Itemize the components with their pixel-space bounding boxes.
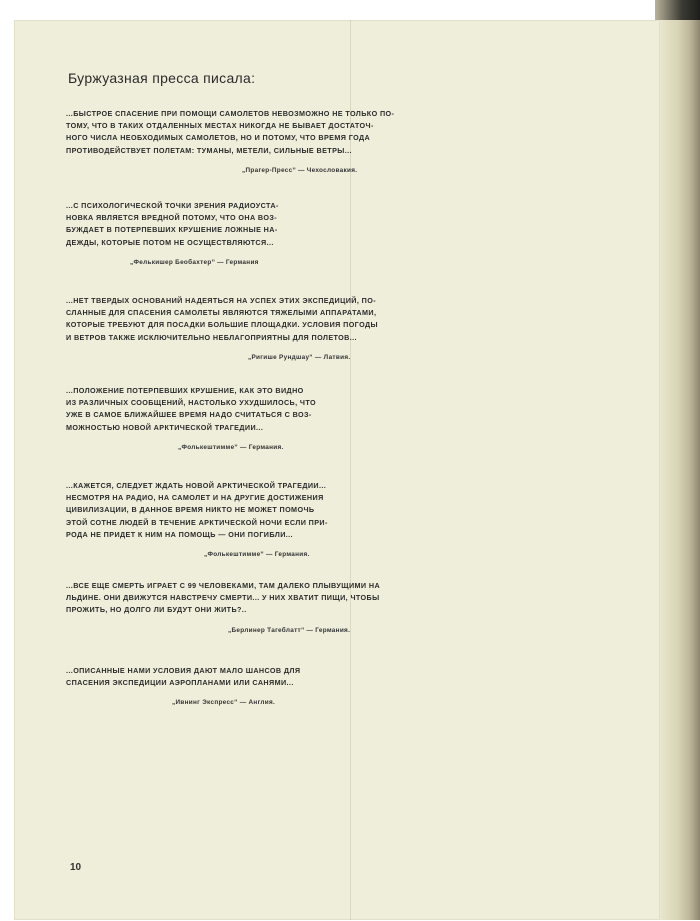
quote-line: НОВКА ЯВЛЯЕТСЯ ВРЕДНОЙ ПОТОМУ, ЧТО ОНА ВОЗ- — [66, 213, 278, 223]
book-binding — [660, 20, 700, 920]
page-number: 10 — [70, 862, 82, 873]
quote-line: ...ПОЛОЖЕНИЕ ПОТЕРПЕВШИХ КРУШЕНИЕ, КАК ЭТО ВИДНО — [66, 386, 304, 395]
quote-line: РОДА НЕ ПРИДЕТ К НИМ НА ПОМОЩЬ — ОНИ ПОГИБЛИ... — [66, 529, 293, 539]
quote-line: ...БЫСТРОЕ СПАСЕНИЕ ПРИ ПОМОЩИ САМОЛЕТОВ НЕВОЗМОЖНО НЕ ТОЛЬКО ПО- — [66, 109, 395, 118]
quote-line: ИЗ РАЗЛИЧНЫХ СООБЩЕНИЙ, НАСТОЛЬКО УХУДШИЛОСЬ, ЧТО — [66, 398, 316, 408]
quote-line: ТОМУ, ЧТО В ТАКИХ ОТДАЛЕННЫХ МЕСТАХ НИКОГДА НЕ БЫВАЕТ ДОСТАТОЧ- — [66, 121, 374, 131]
quote-line: ПРОЖИТЬ, НО ДОЛГО ЛИ БУДУТ ОНИ ЖИТЬ?.. — [66, 605, 247, 615]
quote-line: ...КАЖЕТСЯ, СЛЕДУЕТ ЖДАТЬ НОВОЙ АРКТИЧЕСКОЙ ТРАГЕДИИ... — [66, 481, 327, 490]
quote-line: СЛАННЫЕ ДЛЯ СПАСЕНИЯ САМОЛЕТЫ ЯВЛЯЮТСЯ ТЯЖЕЛЫМИ АППАРАТАМИ, — [66, 308, 377, 318]
quote-line: ДЕЖДЫ, КОТОРЫЕ ПОТОМ НЕ ОСУЩЕСТВЛЯЮТСЯ... — [66, 237, 274, 247]
press-quote — [66, 580, 380, 637]
quote-source: „Фелькишер Беобахтерˮ — Германия — [130, 258, 259, 266]
page-heading: Буржуазная пресса писала: — [68, 70, 256, 86]
quote-line: ...С ПСИХОЛОГИЧЕСКОЙ ТОЧКИ ЗРЕНИЯ РАДИОУСТА- — [66, 201, 279, 210]
quote-line: КОТОРЫЕ ТРЕБУЮТ ДЛЯ ПОСАДКИ БОЛЬШИЕ ПЛОЩАДКИ. УСЛОВИЯ ПОГОДЫ — [66, 320, 378, 330]
quote-source: „Прагер-Прессˮ — Чехословакия. — [242, 166, 358, 174]
quote-line: ...НЕТ ТВЕРДЫХ ОСНОВАНИЙ НАДЕЯТЬСЯ НА УСПЕХ ЭТИХ ЭКСПЕДИЦИЙ, ПО- — [66, 296, 377, 305]
quote-line: МОЖНОСТЬЮ НОВОЙ АРКТИЧЕСКОЙ ТРАГЕДИИ... — [66, 422, 264, 432]
press-quote — [66, 385, 316, 454]
press-quote — [66, 200, 279, 269]
press-quote — [66, 108, 394, 177]
quote-line: ...ОПИСАННЫЕ НАМИ УСЛОВИЯ ДАЮТ МАЛО ШАНСОВ ДЛЯ — [66, 666, 301, 675]
quote-line: БУЖДАЕТ В ПОТЕРПЕВШИХ КРУШЕНИЕ ЛОЖНЫЕ НА- — [66, 225, 278, 235]
press-quote — [66, 295, 378, 364]
quote-line: И ВЕТРОВ ТАКЖЕ ИСКЛЮЧИТЕЛЬНО НЕБЛАГОПРИЯТНЫ ДЛЯ ПОЛЕТОВ... — [66, 332, 357, 342]
press-quote — [66, 480, 328, 561]
quote-source: „Ивнинг Экспрессˮ — Англия. — [172, 699, 276, 707]
quote-source: „Ригише Рундшауˮ — Латвия. — [248, 353, 351, 361]
quote-source: „Фолькештиммеˮ — Германия. — [204, 551, 310, 559]
quote-line: ЭТОЙ СОТНЕ ЛЮДЕЙ В ТЕЧЕНИЕ АРКТИЧЕСКОЙ НОЧИ ЕСЛИ ПРИ- — [66, 517, 328, 527]
quote-line: НОГО ЧИСЛА НЕОБХОДИМЫХ САМОЛЕТОВ, НО И ПОТОМУ, ЧТО ВРЕМЯ ГОДА — [66, 133, 371, 143]
quote-source: „Берлинер Тагеблаттˮ — Германия. — [228, 626, 351, 634]
quote-line: ЛЬДИНЕ. ОНИ ДВИЖУТСЯ НАВСТРЕЧУ СМЕРТИ... У НИХ ХВАТИТ ПИЩИ, ЧТОБЫ — [66, 593, 380, 603]
press-quote — [66, 665, 300, 710]
quote-line: ЦИВИЛИЗАЦИИ, В ДАННОЕ ВРЕМЯ НИКТО НЕ МОЖЕТ ПОМОЧЬ — [66, 505, 315, 515]
quote-line: ...ВСЕ ЕЩЕ СМЕРТЬ ИГРАЕТ С 99 ЧЕЛОВЕКАМИ, ТАМ ДАЛЕКО ПЛЫВУЩИМИ НА — [66, 581, 381, 590]
quote-line: ПРОТИВОДЕЙСТВУЕТ ПОЛЕТАМ: ТУМАНЫ, МЕТЕЛИ, СИЛЬНЫЕ ВЕТРЫ... — [66, 145, 352, 155]
quote-line: СПАСЕНИЯ ЭКСПЕДИЦИИ АЭРОПЛАНАМИ ИЛИ САНЯМИ... — [66, 678, 294, 688]
quote-line: НЕСМОТРЯ НА РАДИО, НА САМОЛЕТ И НА ДРУГИЕ ДОСТИЖЕНИЯ — [66, 493, 324, 503]
book-binding-top — [655, 0, 700, 22]
quote-source: „Фолькештиммеˮ — Германия. — [178, 443, 284, 451]
quote-line: УЖЕ В САМОЕ БЛИЖАЙШЕЕ ВРЕМЯ НАДО СЧИТАТЬСЯ С ВОЗ- — [66, 410, 312, 420]
